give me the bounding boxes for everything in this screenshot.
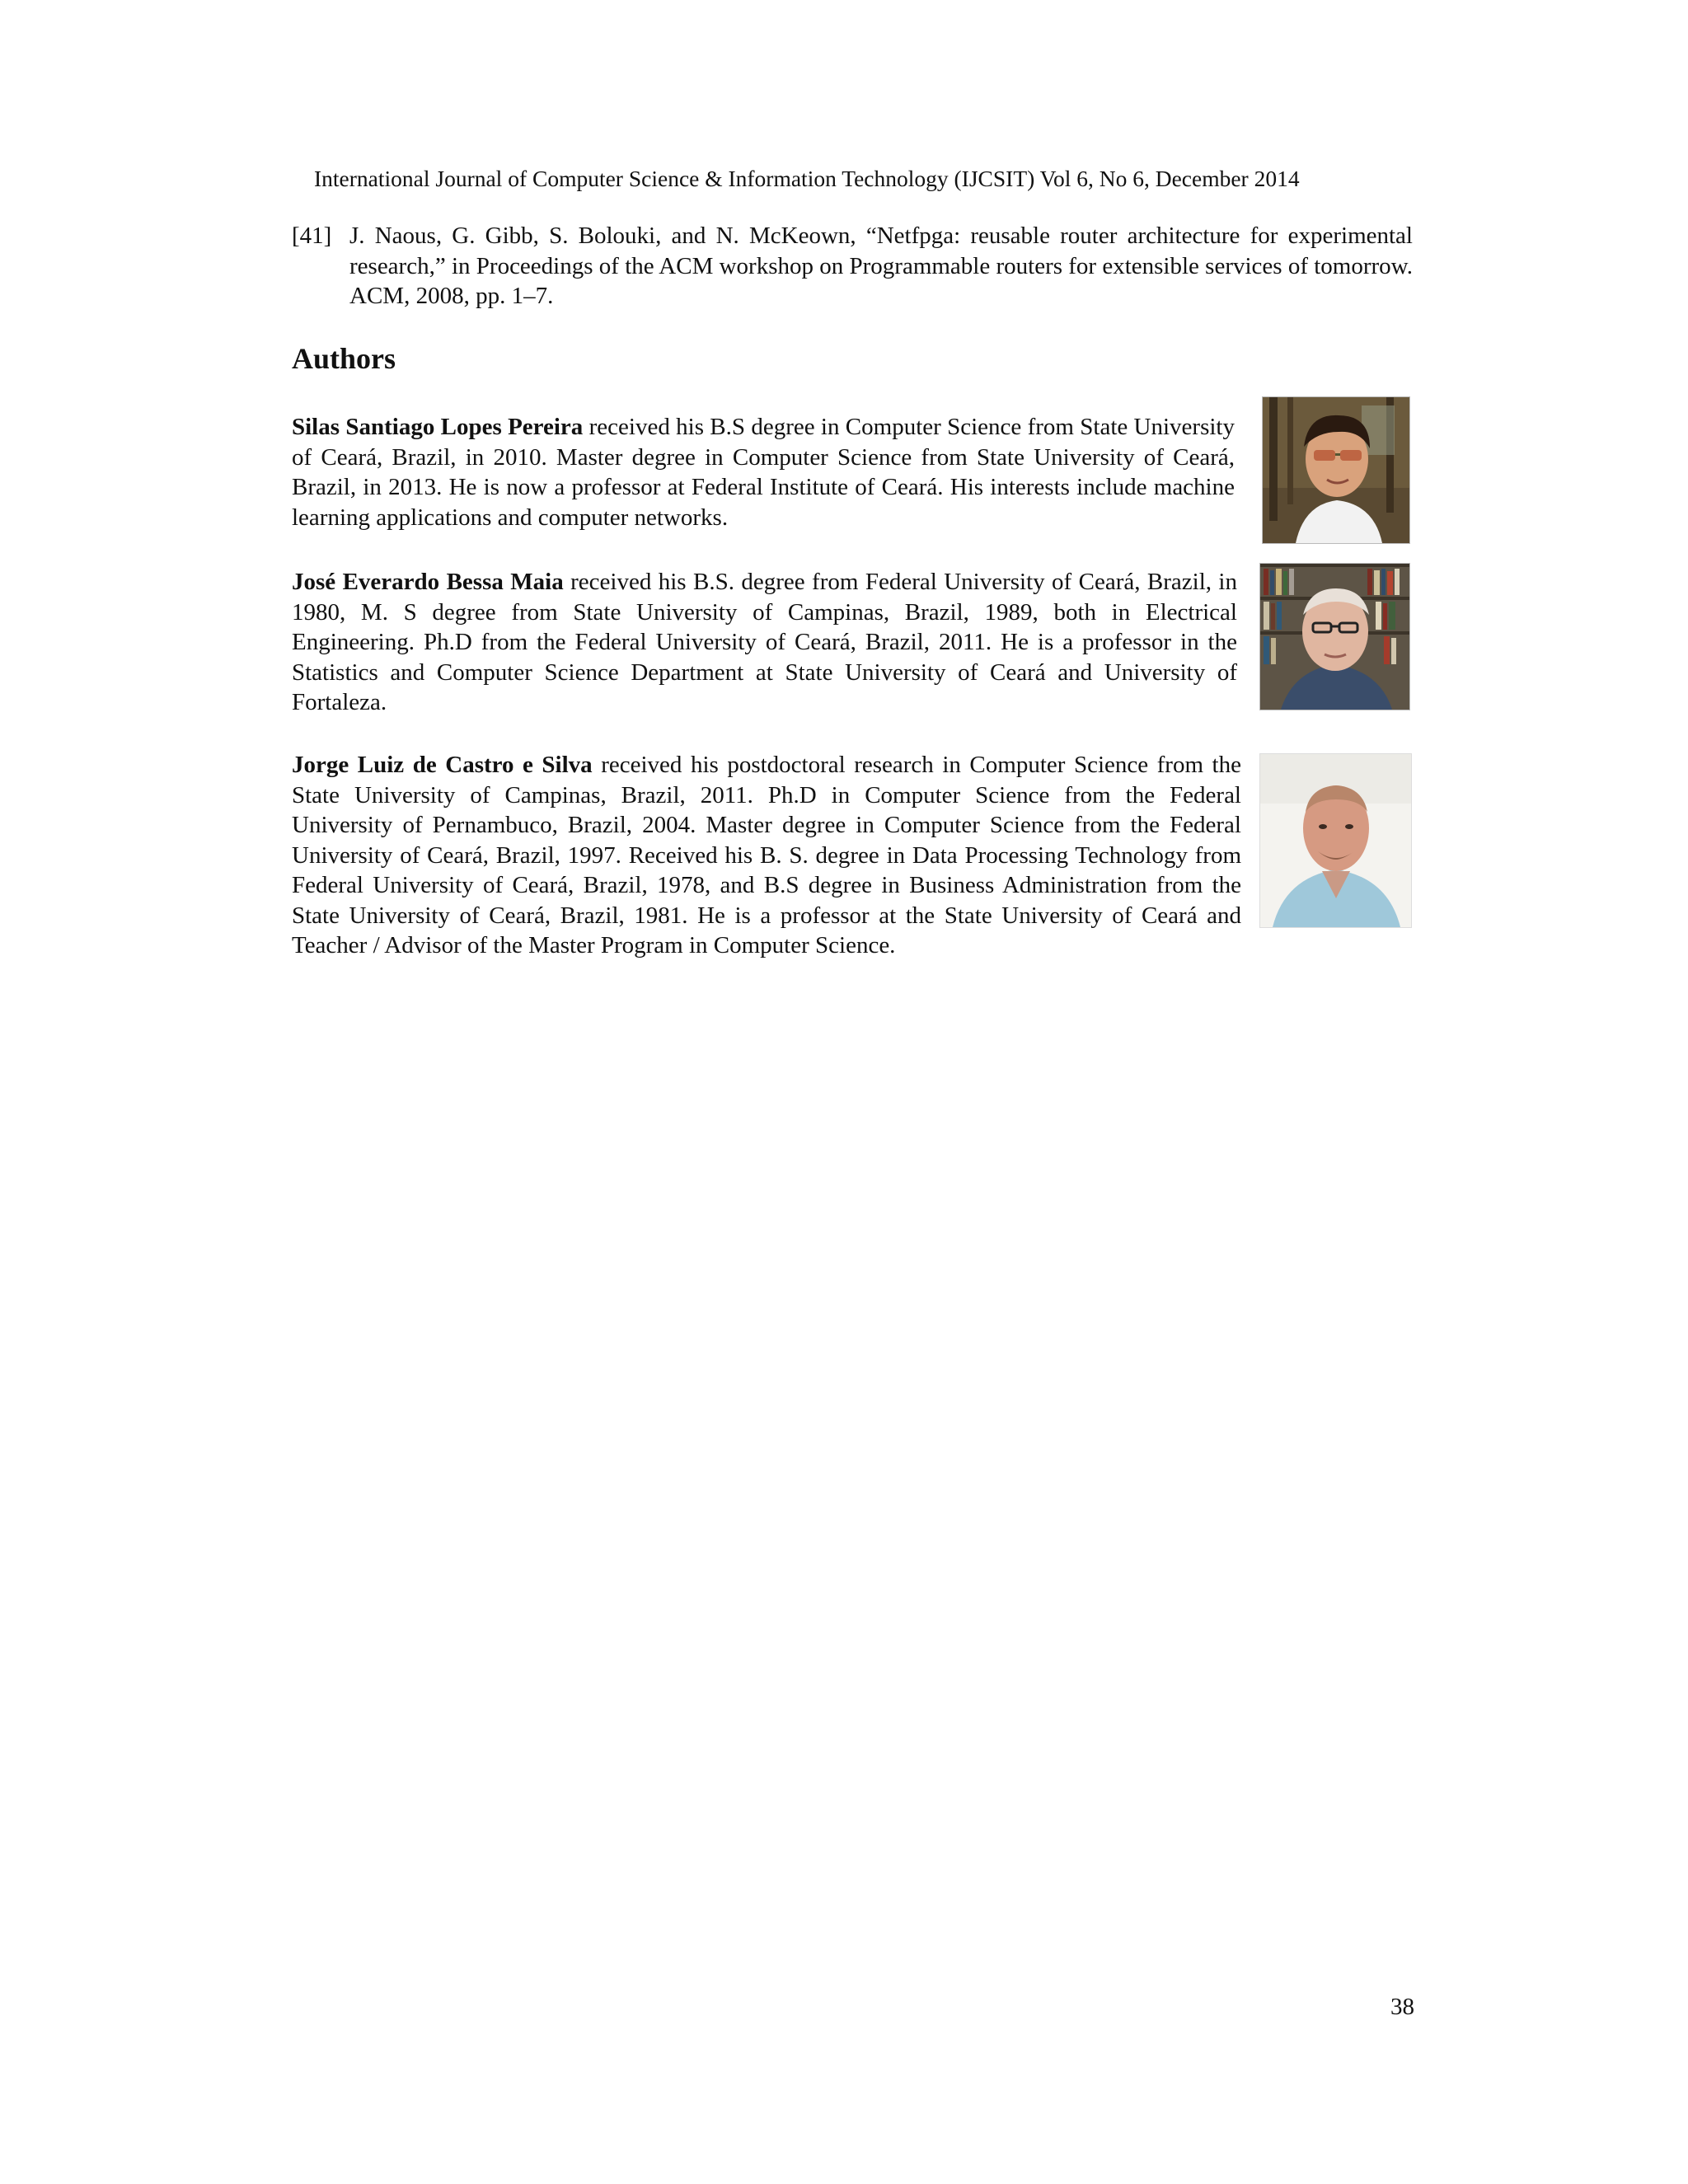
author-name-2: José Everardo Bessa Maia (292, 569, 564, 595)
portrait-photo-2 (1260, 564, 1409, 710)
author-bio-1 (292, 412, 1235, 532)
author-bio-text-1: received his B.S degree in Computer Science from State University of Ceará, Brazil, in 2010. Master degree in Computer Science from State University of Ceará, Brazil, in 2013. He is now a professor at Federal Institute of Ceará. His interests include machine learning applications and computer networks. (292, 414, 1235, 531)
author-photo-3 (1259, 753, 1412, 928)
reference-text: J. Naous, G. Gibb, S. Bolouki, and N. McKeown, “Netfpga: reusable router architecture for experimental research,” in Proceedings of the ACM workshop on Programmable routers for extensible services of tomorrow. ACM, 2008, pp. 1–7. (349, 223, 1413, 309)
author-bio-3 (292, 750, 1413, 961)
reference-number: [41] (292, 223, 332, 249)
author-bio-text-3: received his postdoctoral research in Computer Science from the State University of Campinas, Brazil, 2011. Ph.D in Computer Science from the Federal University of Pernambuco, Brazil, 2004. Master degree in Computer Science from the Federal University of Ceará, Brazil, 1997. Received his B. S. degree in Data Processing Technology from Federal University of Ceará, Brazil, 1978, and B.S degree in Business Administration from the State University of Ceará, Brazil, 1981. He is a professor at the State University of Ceará and Teacher / Advisor of the Master Program in Computer Science. (292, 752, 1241, 958)
reference-41 (292, 221, 1413, 312)
portrait-photo-3 (1260, 754, 1411, 927)
author-name-3: Jorge Luiz de Castro e Silva (292, 752, 593, 778)
authors-heading: Authors (292, 342, 396, 375)
author-bio-text-2: received his B.S. degree from Federal University of Ceará, Brazil, in 1980, M. S degree from State University of Campinas, Brazil, 1989, both in Electrical Engineering. Ph.D from the Federal University of Ceará, Brazil, 2011. He is a professor in the Statistics and Computer Science Department at State University of Ceará and University of Fortaleza. (292, 569, 1237, 715)
portrait-photo-1 (1263, 397, 1409, 543)
author-bio-2 (292, 567, 1237, 718)
author-name-1: Silas Santiago Lopes Pereira (292, 414, 584, 440)
page-number: 38 (1390, 1994, 1414, 2020)
journal-header: International Journal of Computer Science & Information Technology (IJCSIT) Vol 6, No 6, December 2014 (314, 166, 1300, 191)
author-photo-2 (1259, 563, 1410, 710)
author-photo-1 (1262, 396, 1410, 544)
